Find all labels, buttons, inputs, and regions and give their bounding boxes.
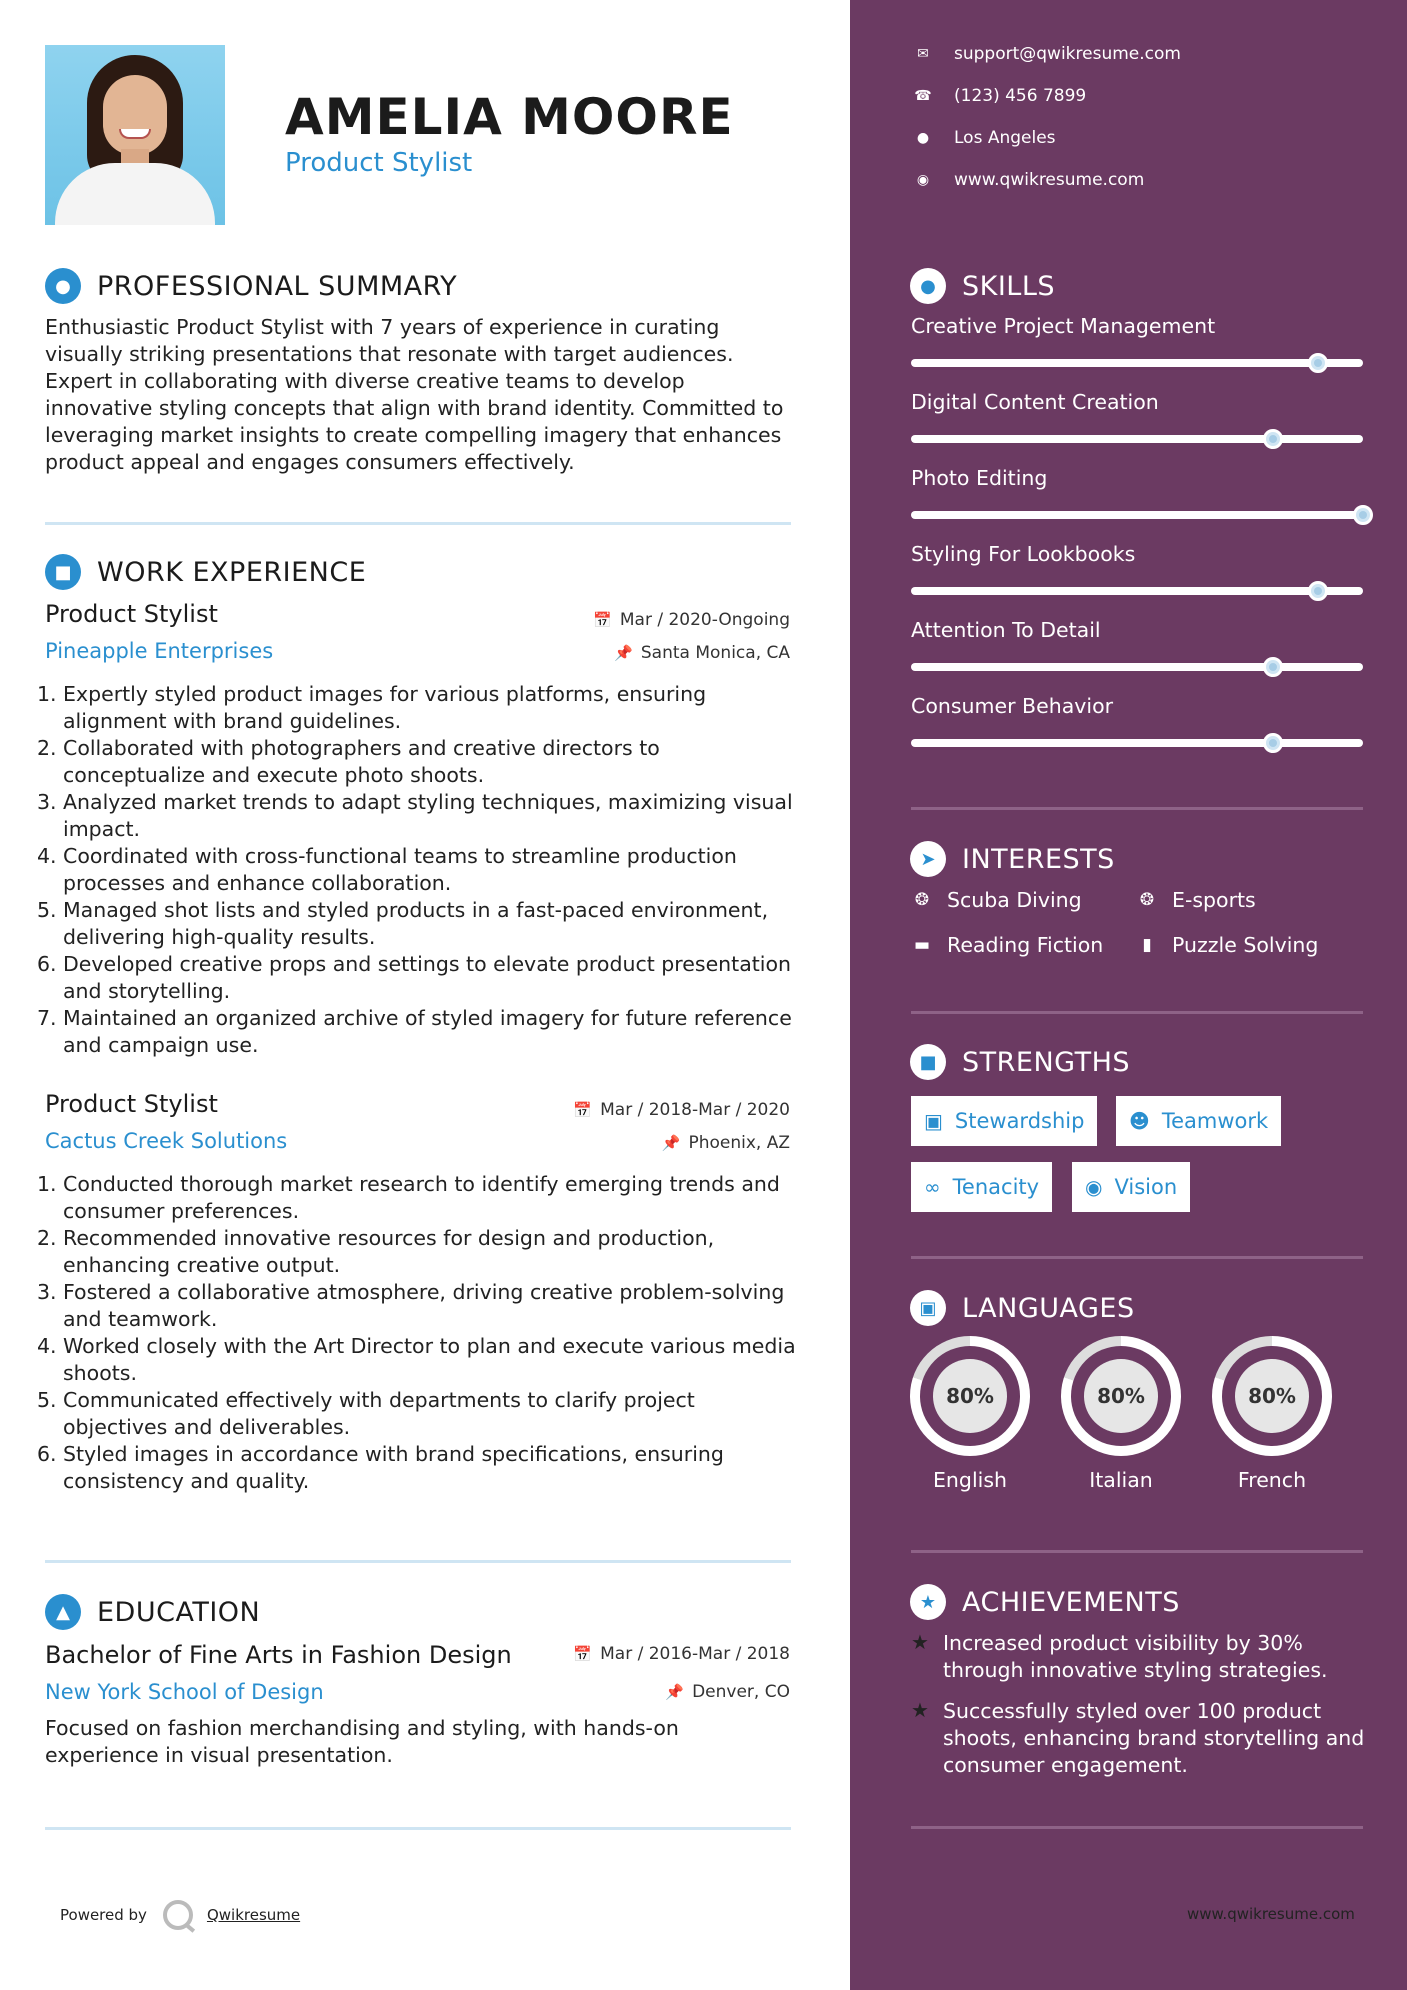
contact-phone: ☎ (123) 456 7899 — [912, 86, 1086, 106]
skill-level-knob — [1308, 353, 1328, 373]
skill-level-knob — [1263, 657, 1283, 677]
strength-badge: ☻ Teamwork — [1116, 1096, 1281, 1146]
interest-item: ❂ Scuba Diving — [911, 888, 1082, 912]
language-item: 80% Italian — [1061, 1336, 1181, 1492]
strength-badge: ▣ Stewardship — [911, 1096, 1097, 1146]
candidate-name: AMELIA MOORE — [285, 88, 734, 146]
strength-badge: ∞ Tenacity — [911, 1162, 1052, 1212]
bullet-item: 2. Recommended innovative resources for design and production, enhancing creative output. — [37, 1226, 715, 1277]
graduation-cap-icon: ▲ — [45, 1594, 81, 1630]
language-ring: 80% — [910, 1336, 1030, 1456]
book-icon: ▮ — [1142, 935, 1152, 955]
job-bullets — [37, 681, 803, 1059]
skill-level-knob — [1263, 733, 1283, 753]
bullet-item: 1. Conducted thorough market research to identify emerging trends and consumer preferences. — [37, 1172, 780, 1223]
phone-icon: ☎ — [914, 88, 932, 104]
pin-icon: 📌 — [614, 644, 633, 662]
footer-powered-by: Powered by Qwikresume — [60, 1900, 300, 1930]
skills-heading: ● SKILLS — [910, 268, 1055, 304]
skill-name: Styling For Lookbooks — [911, 542, 1136, 566]
profile-photo — [45, 45, 225, 225]
footer-website[interactable]: www.qwikresume.com — [1187, 1905, 1355, 1923]
job-dates: 📅 Mar / 2020-Ongoing — [593, 610, 790, 630]
skill-level-bar — [911, 435, 1363, 443]
education-heading: ▲ EDUCATION — [45, 1594, 260, 1630]
achievement-item: ★ Successfully styled over 100 product shoots, enhancing brand storytelling and consumer engagement. — [911, 1698, 1365, 1777]
lightbulb-icon: ● — [910, 268, 946, 304]
briefcase-icon: ▣ — [924, 1109, 943, 1133]
calendar-icon: 📅 — [573, 1645, 593, 1663]
skill-level-bar — [911, 359, 1363, 367]
calendar-icon: 📅 — [573, 1101, 593, 1119]
users-icon: ☻ — [1129, 1109, 1150, 1133]
pin-icon: 📌 — [661, 1134, 681, 1152]
language-item: 80% French — [1212, 1336, 1332, 1492]
divider — [911, 1826, 1363, 1829]
job-dates: 📅 Mar / 2018-Mar / 2020 — [573, 1100, 790, 1120]
envelope-icon: ✉ — [917, 46, 929, 62]
divider — [45, 522, 791, 525]
language-item: 80% English — [910, 1336, 1030, 1492]
bullet-item: 2. Collaborated with photographers and creative directors to conceptualize and execute photo shoots. — [37, 736, 660, 787]
star-icon: ★ — [910, 1584, 946, 1620]
interest-item: ▮ Puzzle Solving — [1136, 933, 1318, 957]
divider — [45, 1827, 791, 1830]
language-icon: ▣ — [910, 1290, 946, 1326]
language-ring: 80% — [1061, 1336, 1181, 1456]
star-icon: ★ — [911, 1698, 929, 1722]
calendar-icon: 📅 — [593, 611, 612, 629]
skill-name: Photo Editing — [911, 466, 1048, 490]
work-experience-heading: ■ WORK EXPERIENCE — [45, 554, 366, 590]
skill-level-knob — [1308, 581, 1328, 601]
achievements-heading: ★ ACHIEVEMENTS — [910, 1584, 1180, 1620]
skill-level-knob — [1263, 429, 1283, 449]
divider — [911, 1550, 1363, 1553]
bullet-item: 7. Maintained an organized archive of styled imagery for future reference and campaign use. — [37, 1006, 792, 1057]
interest-item: ❂ E-sports — [1136, 888, 1256, 912]
bullet-item: 5. Communicated effectively with departments to clarify project objectives and deliverables. — [37, 1388, 695, 1439]
languages-heading: ▣ LANGUAGES — [910, 1290, 1135, 1326]
job-title: Product Stylist — [45, 1090, 218, 1118]
bullet-item: 6. Styled images in accordance with brand specifications, ensuring consistency and quality. — [37, 1442, 724, 1493]
skill-level-bar — [911, 511, 1363, 519]
divider — [45, 1560, 791, 1563]
skill-level-bar — [911, 663, 1363, 671]
divider — [911, 1256, 1363, 1259]
pin-icon: 📌 — [665, 1683, 685, 1701]
user-icon: ● — [45, 268, 81, 304]
candidate-title: Product Stylist — [285, 148, 473, 178]
job-location: 📌 Santa Monica, CA — [614, 643, 790, 663]
summary-heading: ● PROFESSIONAL SUMMARY — [45, 268, 457, 304]
job-location: 📌 Phoenix, AZ — [661, 1133, 790, 1153]
contact-email[interactable]: ✉ support@qwikresume.com — [912, 44, 1181, 64]
company-name: Pineapple Enterprises — [45, 639, 274, 663]
contact-website[interactable]: ◉ www.qwikresume.com — [912, 170, 1144, 190]
qwikresume-logo-icon — [163, 1900, 193, 1930]
briefcase-icon: ■ — [45, 554, 81, 590]
achievement-item: ★ Increased product visibility by 30% through innovative styling strategies. — [911, 1630, 1328, 1682]
skill-name: Creative Project Management — [911, 314, 1216, 338]
bullet-item: 6. Developed creative props and settings to elevate product presentation and storytelling. — [37, 952, 792, 1003]
education-description: Focused on fashion merchandising and styling, with hands-on experience in visual presentation. — [45, 1716, 679, 1767]
skill-level-bar — [911, 587, 1363, 595]
bullet-item: 4. Worked closely with the Art Director to plan and execute various media shoots. — [37, 1334, 796, 1385]
bullet-item: 3. Analyzed market trends to adapt styling techniques, maximizing visual impact. — [37, 790, 793, 841]
education-dates: 📅 Mar / 2016-Mar / 2018 — [573, 1644, 790, 1664]
globe-icon: ◉ — [916, 172, 930, 188]
life-ring-icon: ❂ — [1139, 890, 1155, 910]
binoculars-icon: ◉ — [1085, 1175, 1103, 1199]
star-icon: ★ — [911, 1630, 929, 1654]
language-ring: 80% — [1212, 1336, 1332, 1456]
education-location: 📌 Denver, CO — [665, 1682, 790, 1702]
divider — [911, 807, 1363, 810]
skill-name: Attention To Detail — [911, 618, 1101, 642]
divider — [911, 1011, 1363, 1014]
strength-badge: ◉ Vision — [1072, 1162, 1190, 1212]
paper-plane-icon: ➤ — [910, 841, 946, 877]
job-title: Product Stylist — [45, 600, 218, 628]
interest-item: ▬ Reading Fiction — [911, 933, 1103, 957]
bullet-item: 1. Expertly styled product images for various platforms, ensuring alignment with brand guidelines. — [37, 682, 707, 733]
bullet-item: 4. Coordinated with cross-functional teams to streamline production processes and enhance collaboration. — [37, 844, 737, 895]
school-name: New York School of Design — [45, 1680, 324, 1704]
job-bullets — [37, 1171, 803, 1495]
skill-name: Digital Content Creation — [911, 390, 1159, 414]
degree: Bachelor of Fine Arts in Fashion Design — [45, 1641, 512, 1669]
summary-text: Enthusiastic Product Stylist with 7 years of experience in curating visually striking presentations that resonate with target audiences. Expert in collaborating with diverse creative teams to develop innovative styling concepts that align with brand identity. Committed to leveraging market insights to create compelling imagery that enhances product appeal and engages consumers effectively. — [45, 315, 784, 474]
bullet-item: 3. Fostered a collaborative atmosphere, driving creative problem-solving and teamwork. — [37, 1280, 785, 1331]
fist-icon: ■ — [910, 1044, 946, 1080]
strengths-heading: ■ STRENGTHS — [910, 1044, 1130, 1080]
skill-name: Consumer Behavior — [911, 694, 1114, 718]
life-ring-icon: ❂ — [914, 890, 930, 910]
contact-location: ● Los Angeles — [912, 128, 1056, 148]
interests-heading: ➤ INTERESTS — [910, 841, 1115, 877]
company-name: Cactus Creek Solutions — [45, 1129, 288, 1153]
gamepad-icon: ▬ — [913, 935, 931, 955]
bullet-item: 5. Managed shot lists and styled products in a fast-paced environment, delivering high-quality results. — [37, 898, 769, 949]
skill-level-knob — [1353, 505, 1373, 525]
map-marker-icon: ● — [916, 130, 930, 146]
skill-level-bar — [911, 739, 1363, 747]
brand-link[interactable]: Qwikresume — [206, 1906, 301, 1924]
link-icon: ∞ — [924, 1175, 941, 1199]
